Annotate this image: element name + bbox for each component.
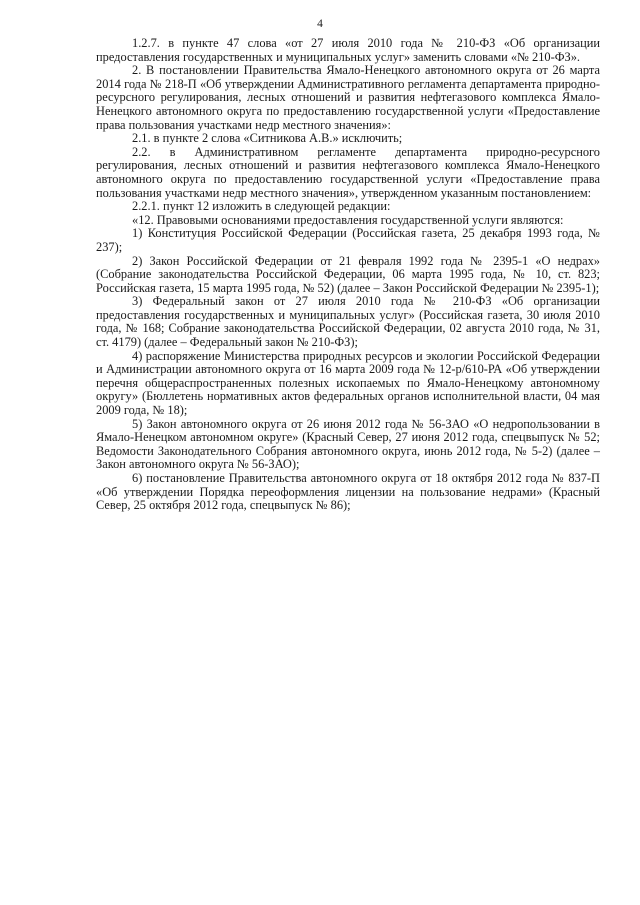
paragraph-2-2-1: 2.2.1. пункт 12 изложить в следующей редакции: <box>132 199 391 214</box>
paragraph-1-2-7: 1.2.7. в пункте 47 слова «от 27 июля 2010 года № 210-ФЗ «Об организации предоставления государственных и муниципальных услуг» заменить словами «№ 210-ФЗ». <box>96 36 600 64</box>
list-item-3: 3) Федеральный закон от 27 июля 2010 года № 210-ФЗ «Об организации предоставления государственных и муниципальных услуг» (Российская газета, 30 июля 2010 года, № 168; Собрание законодательства Российской Федерации, 02 августа 2010 года, № 31, ст. 4179) (далее – Федеральный закон № 210-ФЗ); <box>96 294 600 350</box>
list-item-5: 5) Закон автономного округа от 26 июня 2012 года № 56-ЗАО «О недропользовании в Ямало-Ненецком автономном округе» (Красный Север, 27 июня 2012 года, спецвыпуск № 52; Ведомости Законодательного Собрания автономного округа, июнь 2012 года, № 5-2) (далее – Закон автономного округа № 56-ЗАО); <box>96 416 600 472</box>
document-body <box>96 37 600 513</box>
paragraph-2: 2. В постановлении Правительства Ямало-Ненецкого автономного округа от 26 марта 2014 года № 218-П «Об утверждении Административного регламента департамента природно-ресурсного регулирования, лесных отношений и развития нефтегазового комплекса Ямало-Ненецкого автономного округа по предоставлению государственной услуги «Предоставление права пользования участками недр местного значения»: <box>96 63 600 132</box>
page-number: 4 <box>317 18 323 30</box>
paragraph-12-intro: «12. Правовыми основаниями предоставления государственной услуги являются: <box>132 212 564 227</box>
list-item-4: 4) распоряжение Министерства природных ресурсов и экологии Российской Федерации и Администрации автономного округа от 16 марта 2009 года № 12-р/610-РА «Об утверждении перечня общераспространенных полезных ископаемых по Ямало-Ненецкому автономному округу» (Бюллетень нормативных актов федеральных органов исполнительной власти, 04 мая 2009 года, № 18); <box>96 348 600 418</box>
list-item-6: 6) постановление Правительства автономного округа от 18 октября 2012 года № 837-П «Об утверждении Порядка переоформления лицензии на пользование недрами» (Красный Север, 25 октября 2012 года, спецвыпуск № 86); <box>96 471 600 513</box>
list-item-1: 1) Конституция Российской Федерации (Российская газета, 25 декабря 1993 года, № 237); <box>96 226 600 254</box>
paragraph-2-1: 2.1. в пункте 2 слова «Ситникова А.В.» исключить; <box>132 131 403 146</box>
paragraph-2-2: 2.2. в Административном регламенте департамента природно-ресурсного регулирования, лесных отношений и развития нефтегазового комплекса Ямало-Ненецкого автономного округа по предоставлению государственной услуги «Предоставление права пользования участками недр местного значения», утвержденном указанным постановлением: <box>96 144 600 200</box>
list-item-2: 2) Закон Российской Федерации от 21 февраля 1992 года № 2395-1 «О недрах» (Собрание законодательства Российской Федерации, 06 марта 1995 года, № 10, ст. 823; Российская газета, 15 марта 1995 года, № 52) (далее – Закон Российской Федерации № 2395-1); <box>96 253 600 295</box>
